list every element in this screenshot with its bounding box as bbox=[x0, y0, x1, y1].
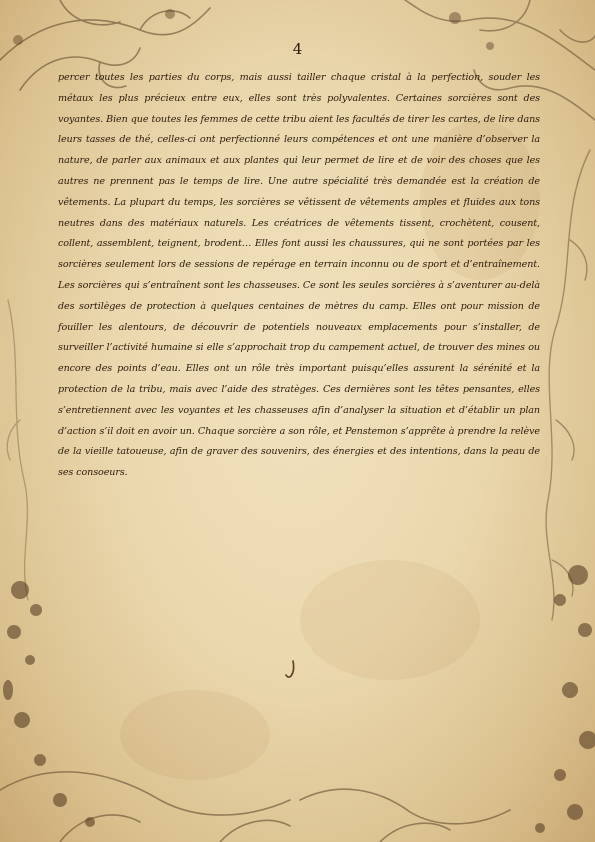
ink-mark-icon bbox=[284, 660, 298, 680]
bottom-right-flower-cluster-icon bbox=[535, 565, 595, 833]
body-paragraph: percer toutes les parties du corps, mais aussi tailler chaque cristal à la perfection, souder les métaux les plus précieux entre eux, elles sont très polyvalentes. Certaines sorcières sont des voyantes. Bien que toutes les femmes de cette tribu aient les facultés de tirer les cartes, de lire dans leurs tasses de thé, celles-ci ont perfectionné leurs compétences et ont une manière d’observer la nature, de parler aux animaux et aux plantes qui leur permet de lire et de voir des choses que les autres ne prennent pas le temps de lire. Une autre spécialité très demandée est la création de vêtements. La plupart du temps, les sorcières se vêtissent de vêtements amples et fluides aux tons neutres dans des matériaux naturels. Les créatrices de vêtements tissent, crochètent, cousent, collent, assemblent, teignent, brodent… Elles font aussi les chaussures, qui ne sont portées par les sorcières seulement lors de sessions de repérage en terrain inconnu ou de sport et d’entraînement. Les sorcières qui s’entraînent sont les chasseuses. Ce sont les seules sorcières à s’aventurer au-delà des sortilèges de protection à quelques centaines de mètres du camp. Elles ont pour mission de fouiller les alentours, de découvrir de potentiels nouveaux emplacements pour s’installer, de surveiller l’activité humaine si elle s’approchait trop du campement actuel, de trouver des mines ou encore des points d’eau. Elles ont un rôle très important puisqu’elles assurent la sérénité et la protection de la tribu, mais avec l’aide des stratèges. Ces dernières sont les têtes pensantes, elles s’entretiennent avec les voyantes et les chasseuses afin d’analyser la situation et d’établir un plan d’action s’il doit en avoir un. Chaque sorcière a son rôle, et Penstemon s’apprête à prendre la relève de la vieille tatoueuse, afin de graver des souvenirs, des énergies et des intentions, dans la peau de ses consoeurs. bbox=[58, 72, 540, 479]
bottom-left-flower-cluster-icon bbox=[3, 581, 95, 827]
left-vine-icon bbox=[7, 300, 28, 600]
bottom-floral-swirl-icon bbox=[0, 772, 510, 842]
page-number: 4 bbox=[292, 40, 303, 58]
right-vine-icon bbox=[546, 150, 590, 620]
